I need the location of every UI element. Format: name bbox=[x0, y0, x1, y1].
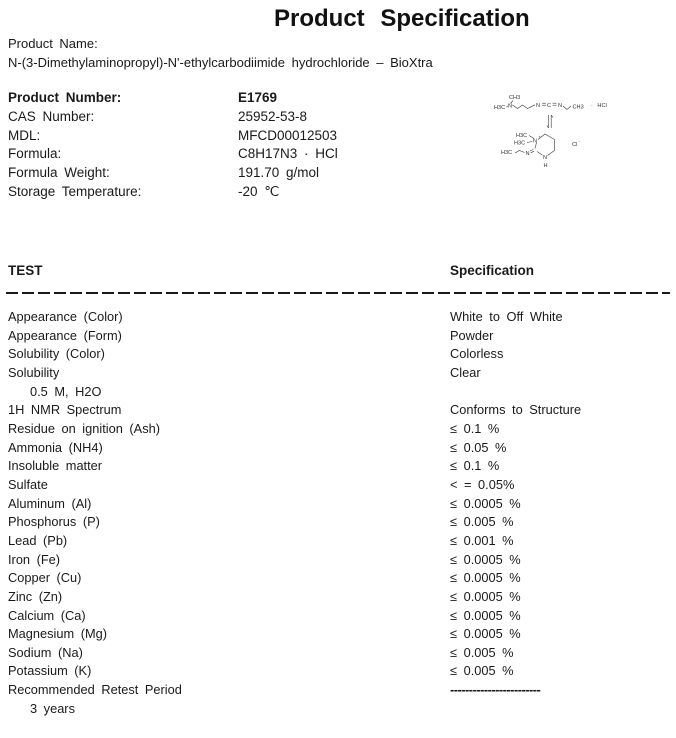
table-row bbox=[0, 476, 676, 495]
test-name: Phosphorus (P) bbox=[8, 514, 100, 530]
test-name: Copper (Cu) bbox=[8, 570, 82, 586]
table-row bbox=[0, 662, 676, 681]
spec-value: ≤ 0.0005 % bbox=[450, 551, 521, 567]
detail-row bbox=[8, 127, 338, 146]
table-row bbox=[0, 383, 676, 402]
detail-label: Formula Weight: bbox=[8, 165, 110, 181]
table-row bbox=[0, 420, 676, 439]
spec-value: ≤ 0.005 % bbox=[450, 663, 514, 679]
structure-label: N bbox=[543, 155, 548, 161]
table-row bbox=[0, 700, 676, 719]
chemical-structure-diagram bbox=[492, 88, 627, 178]
structure-label: N bbox=[525, 151, 530, 157]
spec-value: ≤ 0.005 % bbox=[450, 644, 514, 660]
product-name-block bbox=[8, 35, 433, 72]
table-row bbox=[0, 457, 676, 476]
test-name: Sodium (Na) bbox=[8, 644, 83, 660]
test-name: Residue on ignition (Ash) bbox=[8, 420, 160, 436]
spec-value: ≤ 0.0005 % bbox=[450, 570, 521, 586]
table-row bbox=[0, 569, 676, 588]
product-name-label: Product Name: bbox=[8, 36, 98, 51]
spec-value: Clear bbox=[450, 364, 481, 380]
table-row bbox=[0, 513, 676, 532]
test-name: Ammonia (NH4) bbox=[8, 439, 103, 455]
spec-value: ≤ 0.0005 % bbox=[450, 588, 521, 604]
spec-value: ≤ 0.0005 % bbox=[450, 626, 521, 642]
structure-label: N bbox=[508, 103, 513, 110]
detail-row bbox=[8, 183, 338, 202]
spec-value: ≤ 0.005 % bbox=[450, 514, 514, 530]
test-name: Solubility bbox=[8, 364, 60, 380]
structure-label: H3C bbox=[494, 105, 506, 111]
chloride-label: Cl bbox=[572, 142, 578, 148]
product-details bbox=[8, 89, 338, 202]
structure-label: N bbox=[536, 103, 541, 109]
table-row bbox=[0, 364, 676, 383]
spec-value: Powder bbox=[450, 327, 494, 343]
spec-value: Colorless bbox=[450, 346, 504, 362]
detail-value: 25952-53-8 bbox=[238, 108, 308, 124]
test-name: 1H NMR Spectrum bbox=[8, 402, 122, 418]
table-row bbox=[0, 327, 676, 346]
table-row bbox=[0, 308, 676, 327]
test-name: Potassium (K) bbox=[8, 663, 92, 679]
structure-label: CH3 bbox=[509, 95, 521, 101]
table-row bbox=[0, 625, 676, 644]
detail-row bbox=[8, 145, 338, 164]
table-row bbox=[0, 401, 676, 420]
test-name: Magnesium (Mg) bbox=[8, 626, 108, 642]
spec-value: ≤ 0.0005 % bbox=[450, 607, 521, 623]
table-row bbox=[0, 607, 676, 626]
table-header-test: TEST bbox=[8, 263, 43, 278]
header-separator-line bbox=[6, 292, 670, 294]
detail-value: MFCD00012503 bbox=[238, 127, 338, 143]
table-row bbox=[0, 588, 676, 607]
table-row bbox=[0, 345, 676, 364]
test-name: Appearance (Form) bbox=[8, 327, 122, 343]
detail-value: C8H17N3 · HCl bbox=[238, 146, 338, 162]
structure-label: H3C bbox=[514, 140, 526, 147]
structure-label: H3C bbox=[516, 133, 528, 139]
structure-label: CH3 bbox=[572, 104, 584, 111]
structure-label: C bbox=[547, 103, 552, 109]
detail-value: -20 ℃ bbox=[238, 183, 280, 199]
test-name: Aluminum (Al) bbox=[8, 495, 92, 511]
table-row bbox=[0, 644, 676, 663]
product-name-value: N-(3-Dimethylaminopropyl)-N'-ethylcarbodiimide hydrochloride – BioXtra bbox=[8, 54, 433, 70]
table-row bbox=[0, 495, 676, 514]
spec-table-rows bbox=[0, 308, 676, 718]
detail-label: CAS Number: bbox=[8, 108, 95, 124]
detail-label: MDL: bbox=[8, 127, 41, 143]
test-name: Zinc (Zn) bbox=[8, 588, 63, 604]
test-name: Solubility (Color) bbox=[8, 346, 105, 362]
detail-label: Storage Temperature: bbox=[8, 183, 142, 199]
table-header-specification: Specification bbox=[450, 263, 535, 278]
test-name: Insoluble matter bbox=[8, 458, 103, 474]
page-title: Product Specification bbox=[274, 5, 530, 32]
test-name: 3 years bbox=[30, 700, 75, 716]
detail-label: Product Number: bbox=[8, 90, 122, 105]
spec-value: Conforms to Structure bbox=[450, 402, 582, 418]
structure-label: H3C bbox=[501, 150, 513, 156]
equilibrium-arrow bbox=[547, 115, 553, 128]
spec-value: < = 0.05% bbox=[450, 476, 515, 492]
spec-value: ≤ 0.05 % bbox=[450, 439, 507, 455]
table-row bbox=[0, 681, 676, 700]
table-row bbox=[0, 439, 676, 458]
table-row bbox=[0, 532, 676, 551]
spec-value: White to Off White bbox=[450, 309, 563, 324]
detail-value: 191.70 g/mol bbox=[238, 165, 320, 181]
test-name: Sulfate bbox=[8, 476, 48, 492]
test-name: Calcium (Ca) bbox=[8, 607, 86, 623]
test-name: Recommended Retest Period bbox=[8, 682, 182, 698]
structure-label: · HCl bbox=[591, 103, 607, 109]
detail-value: E1769 bbox=[238, 90, 278, 105]
test-name: Appearance (Color) bbox=[8, 309, 123, 324]
detail-row bbox=[8, 108, 338, 127]
detail-row bbox=[8, 164, 338, 183]
spec-value: ≤ 0.0005 % bbox=[450, 495, 521, 511]
detail-label: Formula: bbox=[8, 146, 62, 162]
detail-row bbox=[8, 89, 338, 108]
spec-value: ≤ 0.1 % bbox=[450, 458, 500, 474]
test-name: Lead (Pb) bbox=[8, 532, 68, 548]
structure-label: H bbox=[543, 163, 548, 169]
table-row bbox=[0, 551, 676, 570]
minus-charge: - bbox=[578, 138, 580, 144]
plus-charge: + bbox=[538, 134, 541, 139]
spec-value: ------------------------ bbox=[450, 682, 541, 698]
test-name: 0.5 M, H2O bbox=[30, 383, 102, 399]
spec-value: ≤ 0.001 % bbox=[450, 532, 514, 548]
spec-value: ≤ 0.1 % bbox=[450, 420, 500, 436]
structure-label: N bbox=[558, 103, 563, 109]
test-name: Iron (Fe) bbox=[8, 551, 61, 567]
structure-label: N bbox=[533, 138, 538, 145]
